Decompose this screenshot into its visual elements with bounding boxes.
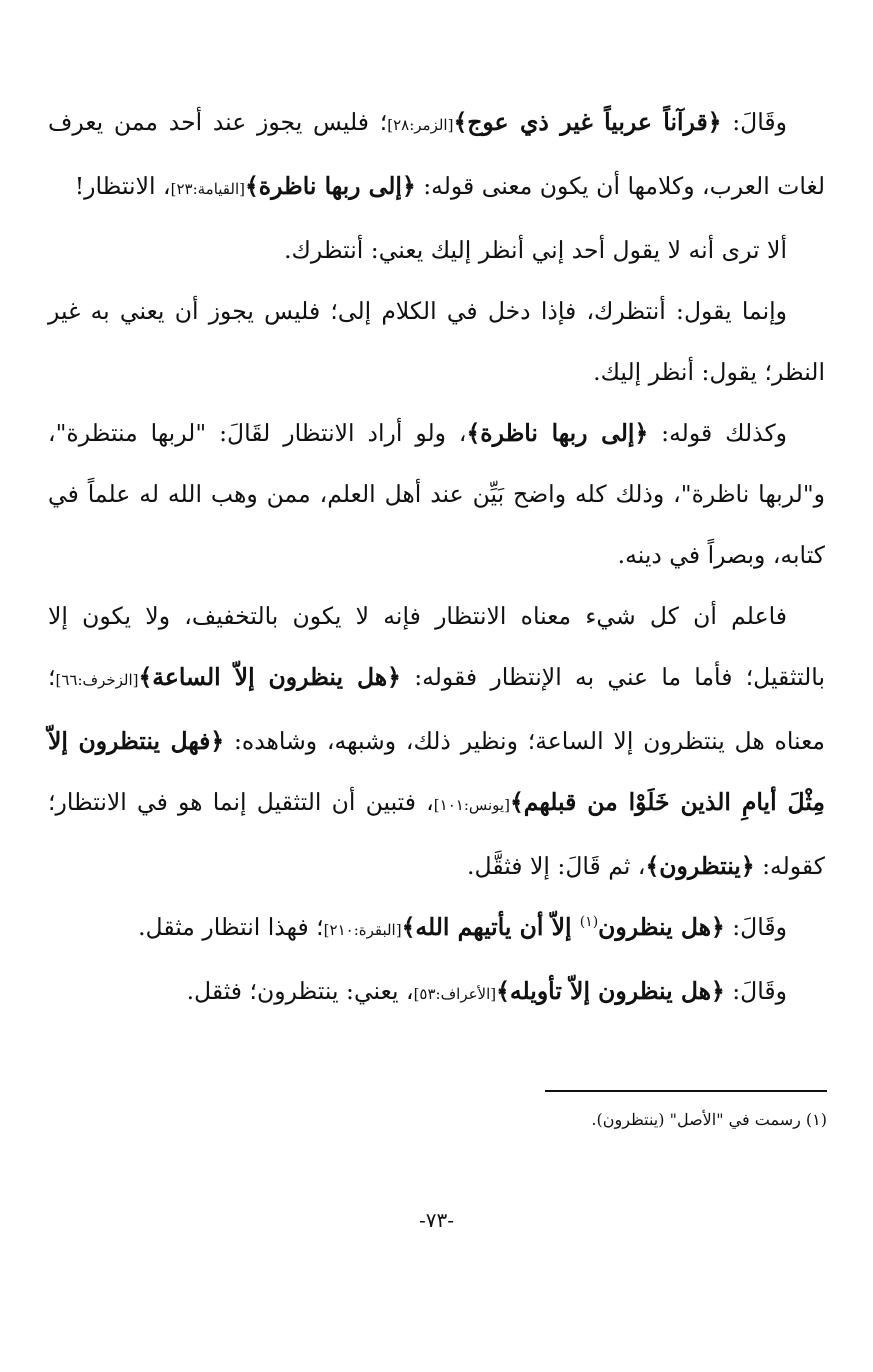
- quran-verse: ﴿هل ينظرون إلاّ الساعة﴾: [138, 663, 401, 691]
- paragraph-text: ، فتبين أن التثقيل إنما هو في الانتظار؛ كقوله:: [48, 788, 825, 880]
- paragraph-text: ؛ فهذا انتظار مثقل.: [138, 913, 324, 941]
- paragraph-text: ، ولو أراد الانتظار لقَالَ: "لربها منتظرة"، و"لربها ناظرة"، وذلك كله واضح بَيِّن عند أهل العلم، ممن وهب الله له علماً في كتابه، وبصراً في دينه.: [48, 419, 825, 569]
- paragraph-text: وقَالَ:: [724, 913, 787, 941]
- paragraph-text: فاعلم أن كل شيء معناه الانتظار فإنه لا يكون بالتخفيف، ولا يكون إلا بالتثقيل؛ فأما ما عني به الإنتظار فقوله:: [48, 602, 825, 691]
- quran-verse: ﴿إلى ربها ناظرة﴾: [466, 419, 649, 447]
- quran-verse: ﴿إلى ربها ناظرة﴾: [244, 172, 416, 200]
- paragraph-text: وقَالَ:: [721, 108, 787, 136]
- footnote-marker: (١): [579, 914, 599, 931]
- paragraph-text: ؛ فليس يجوز عند أحد ممن يعرف لغات العرب، وكلامها أن يكون معنى قوله:: [48, 108, 825, 200]
- quran-verse: ﴿فهل ينتظرون إلاّ مِثْلَ أيامِ الذين خَلَوْا من قبلهم﴾: [48, 727, 825, 816]
- paragraph: [48, 961, 825, 1025]
- paragraph: [48, 220, 825, 281]
- paragraph: [48, 281, 825, 403]
- quran-verse: إلاّ أن يأتيهم الله﴾: [401, 913, 580, 941]
- paragraph: [48, 897, 825, 961]
- main-text: [48, 92, 825, 1025]
- paragraph-text: ، ثم قَالَ: إلا فثقَّل.: [467, 852, 646, 880]
- paragraph-text: ، يعني: ينتظرون؛ فثقل.: [186, 977, 414, 1005]
- footnote-separator: [545, 1090, 827, 1092]
- quran-verse: ﴿قرآناً عربياً غير ذي عوج﴾: [453, 108, 722, 136]
- paragraph-text: ، الانتظار!: [74, 172, 171, 200]
- page-number: -٧٣-: [418, 1208, 454, 1232]
- footnote: (١) رسمت في "الأصل" (ينتظرون).: [591, 1110, 827, 1129]
- verse-reference: [القيامة:٢٣]: [170, 180, 245, 198]
- verse-reference: [يونس:١٠١]: [433, 796, 510, 814]
- paragraph-text: وقَالَ:: [724, 977, 787, 1005]
- paragraph-text: ألا ترى أنه لا يقول أحد إني أنظر إليك يعني: أنتظرك.: [284, 236, 787, 264]
- quran-verse: ﴿ينتظرون﴾: [645, 852, 755, 880]
- paragraph-text: وإنما يقول: أنتظرك، فإذا دخل في الكلام إلى؛ فليس يجوز أن يعني به غير النظر؛ يقول: أنظر إليك.: [48, 297, 825, 386]
- paragraph-text: وكذلك قوله:: [648, 419, 787, 447]
- paragraph: [48, 92, 825, 220]
- quran-verse: ﴿هل ينظرون: [598, 913, 725, 941]
- verse-reference: [الزخرف:٦٦]: [55, 671, 139, 689]
- paragraph: [48, 586, 825, 897]
- verse-reference: [الأعراف:٥٣]: [413, 985, 497, 1003]
- verse-reference: [الزمر:٢٨]: [387, 116, 454, 134]
- quran-verse: ﴿هل ينظرون إلاّ تأويله﴾: [496, 977, 725, 1005]
- paragraph: [48, 403, 825, 586]
- paragraph-text: ؛ معناه هل ينتظرون إلا الساعة؛ ونظير ذلك، وشبهه، وشاهده:: [48, 663, 826, 755]
- verse-reference: [البقرة:٢١٠]: [323, 921, 402, 939]
